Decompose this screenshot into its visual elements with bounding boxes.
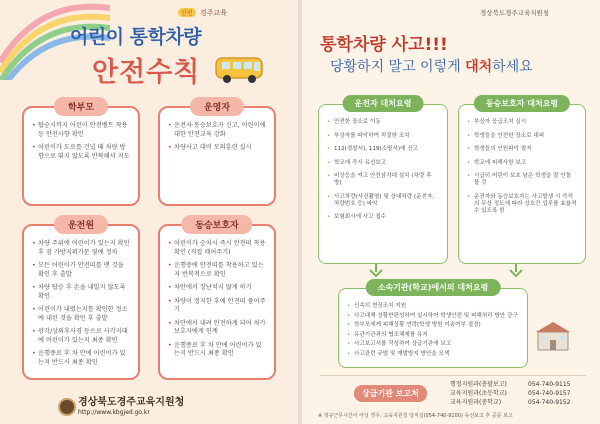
list-item: • 차안에서 내려 안전하게 되어 차가 보호자에게 인계 (168, 320, 266, 337)
list-item: • 학교에 피해사항 보고 (467, 160, 577, 167)
list-item: • 차량사고 대비 모의훈련 실시 (168, 144, 266, 153)
title-line-2: 안전수칙 (92, 57, 201, 88)
contact-label: 교육지원과(초등학교) (450, 390, 507, 397)
contact-phone: 054-740-9157 (528, 390, 571, 397)
guardian-response-header: 동승보호자 대처요령 (474, 95, 570, 112)
right-logo-text: 경상북도경주교육지원청 (480, 9, 550, 17)
list-item: • 유관기관과의 협조체제를 유지 (347, 332, 519, 339)
list-item: • 112(경찰서), 119(소방서)에 신고 (327, 146, 439, 153)
list-item: • 광각/상외후사경 등으로 사각지대에 어린이가 있는지 최종 확인 (32, 328, 130, 345)
list-item: • 사고보고서를 작성하여 상급기관에 보고 (347, 341, 519, 348)
contact-label: 교육지원과(중학교) (450, 399, 502, 406)
list-item: • 운행종료 후 차 안에 어린이가 있는지 반드시 최종 확인 (32, 350, 130, 367)
list-item: • 차량 주위에 어린이가 있는지 확인 후 잠 가방지퍼가문 옆에 정차 (32, 240, 130, 257)
list-item: • 신속히 현장조치 지원 (347, 303, 519, 310)
contact-row (450, 389, 571, 398)
arrow-down-icon (506, 262, 526, 278)
contact-list (450, 380, 571, 407)
footer (78, 393, 184, 416)
right-title-2 (330, 56, 533, 76)
card-guardian (158, 221, 276, 380)
list-item: • 어린이가 도로를 건널 때 차량 방향으로 뛰지 않도록 반복해서 지도 (32, 144, 130, 161)
list-item: • 어린이가 내렸는지를 확인한 정소에 내린 것을 확인 후 출발 (32, 306, 130, 323)
right-title-1: 통학차량 사고!!! (320, 35, 448, 55)
contact-title: 상급기관 보고처 (354, 385, 427, 402)
arrow-down-icon (366, 262, 386, 278)
contact-section (320, 375, 586, 411)
list-item: • 비상등을 켜고 안전삼각대 설치 (차량 후방) (327, 173, 439, 187)
card-operator-header: 운전원 (54, 215, 108, 234)
card-driver (158, 103, 276, 206)
list-item: • 안전한 장소로 이동 (327, 119, 439, 126)
guardian-response-box (458, 99, 586, 264)
list-item: • 사고관련 규범 및 재발방지 방안을 모색 (347, 351, 519, 358)
list-item: • 탑승시까지 어린이 안전벨트 착용 등 안전사항 확인 (32, 122, 130, 139)
list-item: • 부상자 응급조치 실시 (467, 119, 577, 126)
card-driver-header: 운영자 (190, 97, 244, 116)
title-line-1: 어린이 통학차량 (70, 26, 202, 48)
list-item: • 보험회사에 사고 접수 (327, 214, 439, 221)
contact-phone: 054-740-9115 (528, 381, 571, 388)
school-response-header: 소속기관(학교)에서의 대처요령 (366, 279, 501, 296)
brand-mini: 안전 (178, 8, 196, 17)
list-item: • 차안에서 장난치지 않게 하기 (168, 284, 266, 293)
contact-row (450, 398, 571, 407)
school-bus-icon (214, 52, 266, 86)
list-item: • 사고대책 상황반편성하여 실시하여 학생안전 및 피해처리 방안 강구 (347, 313, 519, 320)
list-item: • 학교에 즉시 유선보고 (327, 160, 439, 167)
driver-response-box (318, 99, 448, 264)
list-item: • 부상자를 파악하여 적절한 조치 (327, 133, 439, 140)
card-parents (22, 103, 140, 206)
list-item: • 운전자와 동승보호자는 사고발생 시 즉석의 무상 정도에 따라 상호간 업무를 효율적 수 있도록 함 (467, 194, 577, 215)
right-title-2-highlight: 대처 (465, 59, 493, 75)
list-item: • 운전자·동승보호자 신고, 어린이에 대한 안전교육 강화 (168, 122, 266, 139)
list-item: • 학생들의 인원파악 철저 (467, 146, 577, 153)
contact-phone: 054-740-9152 (528, 399, 571, 406)
left-panel (0, 0, 298, 424)
card-guardian-header: 동승보호자 (181, 215, 252, 234)
list-item: • 어린이가 승차시 즉시 안전띠 착용확인 (직접 매어주기) (168, 240, 266, 257)
brand-text: 경주교육 (199, 9, 227, 17)
card-parents-header: 학부모 (54, 97, 108, 116)
office-seal-icon (58, 398, 76, 416)
footer-url: http://www.kbgjed.go.kr (78, 409, 150, 416)
card-operator (22, 221, 140, 380)
right-title-2-pre: 당황하지 말고 이렇게 (330, 59, 466, 75)
school-response-box (338, 283, 528, 368)
driver-response-header: 운전자 대처요령 (343, 95, 424, 112)
list-item: • 차량이 정지한 후에 안전띠 풀어주기 (168, 298, 266, 315)
contact-label: 행정지원과(총괄보고) (450, 381, 507, 388)
footnote: ※ 정규근무시간이 아닐 경우: 교육지원청 당직실(054-740-9100) 유선보고 후 공문 보고 (318, 413, 513, 419)
right-title-2-post: 하세요 (492, 59, 533, 75)
list-item: • 운행종료 후 차 안에 어린이가 있는지 반드시 최종 확인 (168, 342, 266, 359)
contact-row (450, 380, 571, 389)
footer-org: 경상북도경주교육지원청 (78, 397, 185, 408)
school-building-icon (532, 318, 574, 352)
right-logo (480, 8, 549, 17)
brand (178, 8, 227, 18)
list-item: • 학생들을 안전한 장소로 대피 (467, 133, 577, 140)
list-item: • 시급히 어린이 보호 남은 학생을 잘 안돌 볼 것 (467, 173, 577, 187)
list-item: • 모든 어린이가 안전띠를 맨 것을 확인 후 출발 (32, 262, 130, 279)
list-item: • 운행중에 안전띠를 착용하고 있는지 반복적으로 확인 (168, 262, 266, 279)
list-item: • 차량 탑승 후 손을 내밀지 않도록 확인 (32, 284, 130, 301)
list-item: • 사고차량(사진촬영) 및 상대차량 (운전자, 차량번호 등) 파악 (327, 194, 439, 208)
list-item: • 학부모에게 피해상황 연락(학생 병원 이송여부 결정) (347, 322, 519, 329)
